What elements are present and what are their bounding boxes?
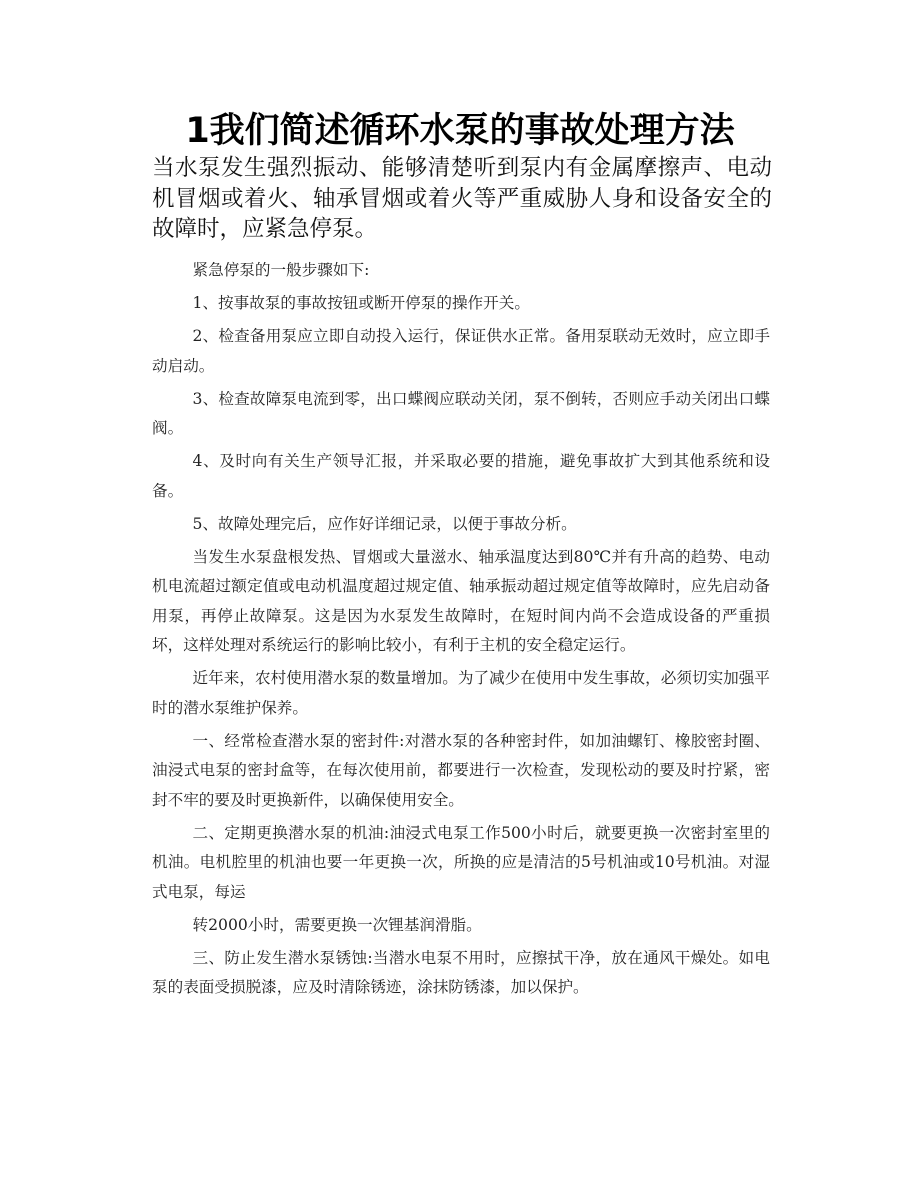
paragraph-step-2: 2、检查备用泵应立即自动投入运行，保证供水正常。备用泵联动无效时，应立即手动启动。: [152, 327, 770, 375]
paragraph-seals: 一、经常检查潜水泵的密封件:对潜水泵的各种密封件，如加油螺钉、橡胶密封圈、油浸式电泵的密封盒等，在每次使用前，都要进行一次检查，发现松动的要及时拧紧，密封不牢的要及时更换新件，以确保使用安全。: [152, 731, 770, 809]
paragraph-step-3: 3、检查故障泵电流到零，出口蝶阀应联动关闭，泵不倒转，否则应手动关闭出口蝶阀。: [152, 389, 770, 437]
paragraph-step-5: 5、故障处理完后，应作好详细记录，以便于事故分析。: [192, 514, 577, 533]
paragraph-grease: 转2000小时，需要更换一次锂基润滑脂。: [192, 915, 482, 934]
paragraph-submersible-intro: 近年来，农村使用潜水泵的数量增加。为了减少在使用中发生事故，必须切实加强平时的潜水泵维护保养。: [152, 669, 770, 717]
paragraph-oil-change: 二、定期更换潜水泵的机油:油浸式电泵工作500小时后，就要更换一次密封室里的机油。电机腔里的机油也要一年更换一次，所换的应是清洁的5号机油或10号机油。对湿式电泵，每运: [152, 823, 770, 901]
document-subtitle: 当水泵发生强烈振动、能够清楚听到泵内有金属摩擦声、电动机冒烟或着火、轴承冒烟或着火等严重威胁人身和设备安全的故障时，应紧急停泵。: [152, 155, 772, 242]
document-body: [152, 256, 770, 1006]
paragraph-rust-prevention: 三、防止发生潜水泵锈蚀:当潜水电泵不用时，应擦拭干净，放在通风干燥处。如电泵的表面受损脱漆，应及时清除锈迹，涂抹防锈漆，加以保护。: [152, 948, 770, 996]
paragraph-backup-pump: 当发生水泵盘根发热、冒烟或大量滋水、轴承温度达到80℃并有升高的趋势、电动机电流超过额定值或电动机温度超过规定值、轴承振动超过规定值等故障时，应先启动备用泵，再停止故障泵。这是因为水泵发生故障时，在短时间内尚不会造成设备的严重损坏，这样处理对系统运行的影响比较小，有利于主机的安全稳定运行。: [152, 547, 770, 654]
paragraph-step-4: 4、及时向有关生产领导汇报，并采取必要的措施，避免事故扩大到其他系统和设备。: [152, 452, 770, 500]
document-title: 1我们简述循环水泵的事故处理方法: [185, 111, 735, 151]
paragraph-steps-intro: 紧急停泵的一般步骤如下:: [192, 261, 370, 279]
paragraph-step-1: 1、按事故泵的事故按钮或断开停泵的操作开关。: [192, 294, 530, 312]
